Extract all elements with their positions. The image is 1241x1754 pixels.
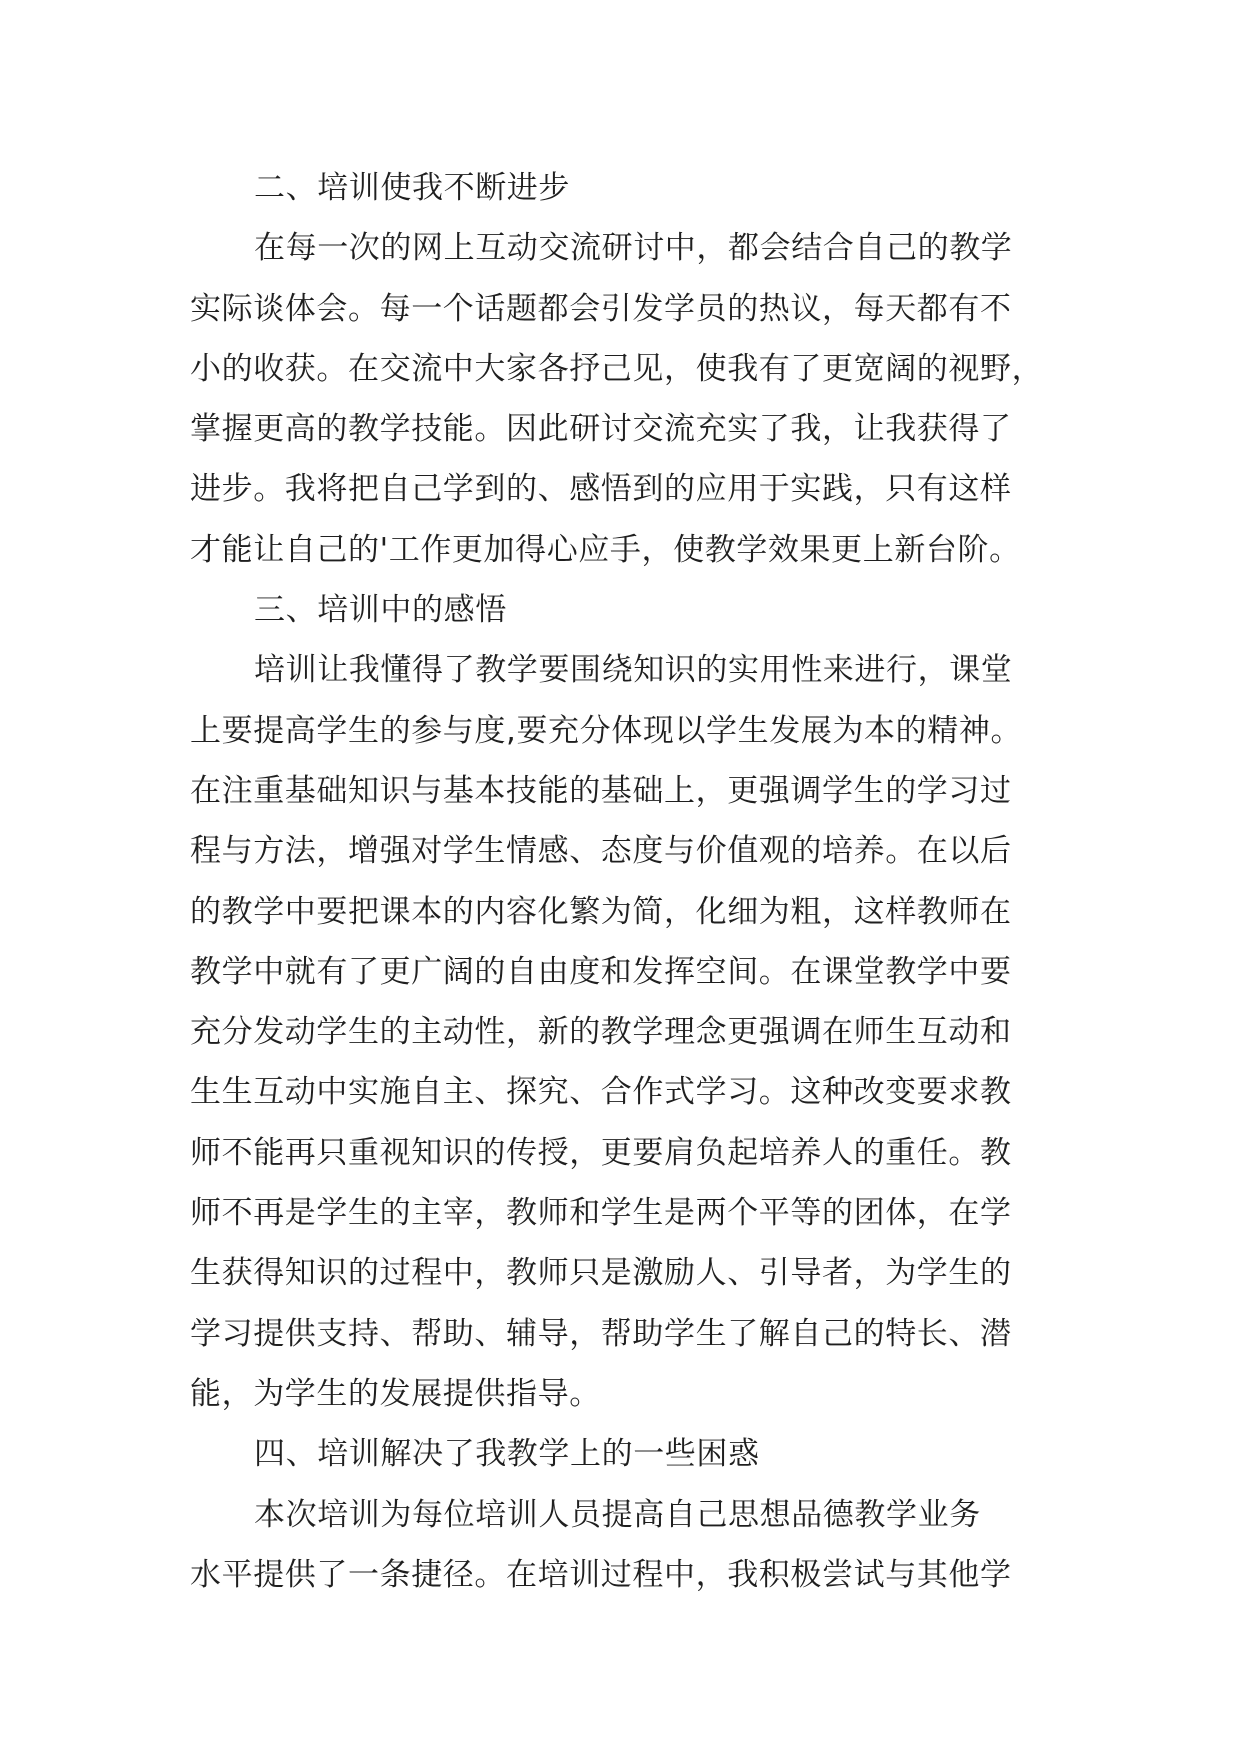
- text-line: 实际谈体会。每一个话题都会引发学员的热议，每天都有不: [190, 290, 1012, 327]
- text-line: 程与方法，增强对学生情感、态度与价值观的培养。在以后: [190, 833, 1012, 870]
- text-line: 三、培训中的感悟: [254, 592, 507, 629]
- text-line: 生获得知识的过程中，教师只是激励人、引导者，为学生的: [190, 1255, 1012, 1292]
- text-line: 学习提供支持、帮助、辅导，帮助学生了解自己的特长、潜: [190, 1315, 1012, 1352]
- text-line: 师不能再只重视知识的传授，更要肩负起培养人的重任。教: [190, 1134, 1012, 1171]
- text-line: 二、培训使我不断进步: [254, 170, 570, 206]
- text-line: 水平提供了一条捷径。在培训过程中，我积极尝试与其他学: [190, 1556, 1012, 1593]
- text-line: 在注重基础知识与基本技能的基础上，更强调学生的学习过: [190, 772, 1012, 809]
- text-line: 上要提高学生的参与度,要充分体现以学生发展为本的精神。: [190, 712, 1023, 749]
- text-line: 才能让自己的'工作更加得心应手，使教学效果更上新台阶。: [190, 531, 1021, 568]
- text-line: 四、培训解决了我教学上的一些困惑: [254, 1436, 760, 1473]
- text-line: 能，为学生的发展提供指导。: [190, 1375, 601, 1412]
- text-line: 教学中就有了更广阔的自由度和发挥空间。在课堂教学中要: [190, 953, 1012, 990]
- text-line: 生生互动中实施自主、探究、合作式学习。这种改变要求教: [190, 1074, 1012, 1111]
- text-line: 培训让我懂得了教学要围绕知识的实用性来进行，课堂: [254, 652, 1013, 689]
- text-line: 充分发动学生的主动性，新的教学理念更强调在师生互动和: [190, 1014, 1012, 1051]
- text-line: 小的收获。在交流中大家各抒己见，使我有了更宽阔的视野，: [190, 350, 1044, 387]
- text-line: 师不再是学生的主宰，教师和学生是两个平等的团体，在学: [190, 1195, 1012, 1232]
- text-line: 在每一次的网上互动交流研讨中，都会结合自己的教学: [254, 230, 1013, 267]
- text-line: 掌握更高的教学技能。因此研讨交流充实了我，让我获得了: [190, 411, 1012, 448]
- text-line: 本次培训为每位培训人员提高自己思想品德教学业务: [254, 1496, 981, 1533]
- document-body: [190, 158, 1062, 1605]
- text-line: 的教学中要把课本的内容化繁为简，化细为粗，这样教师在: [190, 893, 1012, 930]
- text-line: 进步。我将把自己学到的、感悟到的应用于实践，只有这样: [190, 471, 1012, 508]
